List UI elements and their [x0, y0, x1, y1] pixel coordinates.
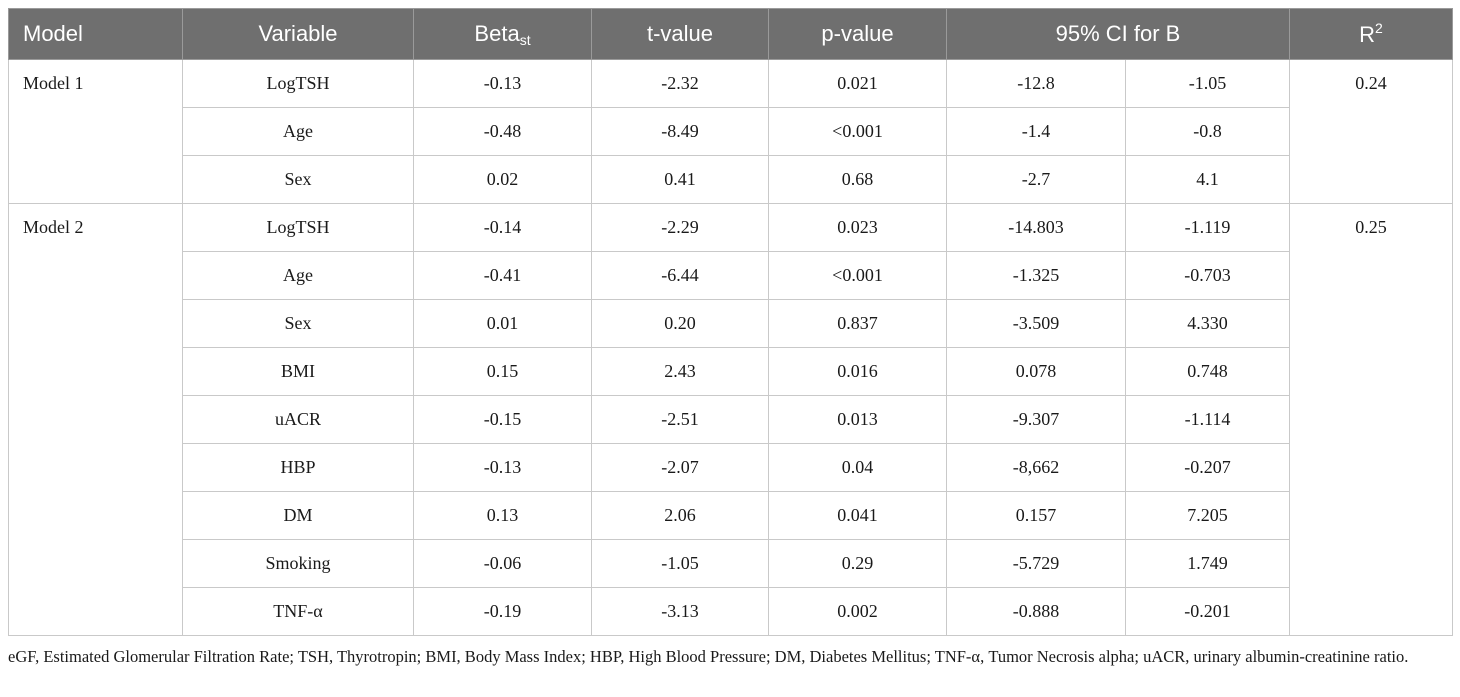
beta-cell: 0.15	[414, 348, 592, 396]
ci-low-cell: -3.509	[947, 300, 1126, 348]
header-r2-text: R	[1359, 22, 1376, 47]
header-row	[9, 9, 1453, 60]
beta-cell: -0.19	[414, 588, 592, 636]
variable-cell: TNF-α	[183, 588, 414, 636]
table-body	[9, 60, 1453, 636]
t-value-cell: -1.05	[592, 540, 769, 588]
p-value-cell: 0.021	[769, 60, 947, 108]
beta-cell: -0.48	[414, 108, 592, 156]
header-model: Model	[9, 9, 183, 60]
beta-cell: -0.41	[414, 252, 592, 300]
regression-table	[8, 8, 1453, 636]
beta-cell: -0.15	[414, 396, 592, 444]
header-ci: 95% CI for B	[947, 9, 1290, 60]
model-cell: Model 1	[9, 60, 183, 204]
table-figure	[8, 8, 1452, 668]
ci-low-cell: -14.803	[947, 204, 1126, 252]
ci-high-cell: -0.703	[1126, 252, 1290, 300]
beta-cell: 0.01	[414, 300, 592, 348]
p-value-cell: <0.001	[769, 108, 947, 156]
t-value-cell: 0.41	[592, 156, 769, 204]
p-value-cell: 0.002	[769, 588, 947, 636]
variable-cell: Sex	[183, 300, 414, 348]
variable-cell: BMI	[183, 348, 414, 396]
ci-high-cell: -1.119	[1126, 204, 1290, 252]
ci-low-cell: -8,662	[947, 444, 1126, 492]
table-row	[9, 540, 1453, 588]
p-value-cell: 0.68	[769, 156, 947, 204]
table-row	[9, 60, 1453, 108]
ci-low-cell: -12.8	[947, 60, 1126, 108]
table-row	[9, 396, 1453, 444]
ci-high-cell: -1.114	[1126, 396, 1290, 444]
ci-low-cell: -1.4	[947, 108, 1126, 156]
p-value-cell: 0.041	[769, 492, 947, 540]
t-value-cell: -2.51	[592, 396, 769, 444]
t-value-cell: -3.13	[592, 588, 769, 636]
ci-high-cell: -0.8	[1126, 108, 1290, 156]
header-r2-superscript: 2	[1375, 20, 1383, 36]
ci-high-cell: 0.748	[1126, 348, 1290, 396]
ci-low-cell: -0.888	[947, 588, 1126, 636]
table-row	[9, 300, 1453, 348]
table-row	[9, 492, 1453, 540]
variable-cell: uACR	[183, 396, 414, 444]
header-p-value: p-value	[769, 9, 947, 60]
table-row	[9, 108, 1453, 156]
table-footnote: eGF, Estimated Glomerular Filtration Rate; TSH, Thyrotropin; BMI, Body Mass Index; HBP, High Blood Pressure; DM, Diabetes Mellitus; TNF-α, Tumor Necrosis alpha; uACR, urinary albumin-creatinine ratio.	[8, 647, 1409, 666]
t-value-cell: -6.44	[592, 252, 769, 300]
ci-high-cell: 1.749	[1126, 540, 1290, 588]
beta-cell: 0.02	[414, 156, 592, 204]
t-value-cell: -2.29	[592, 204, 769, 252]
ci-low-cell: -1.325	[947, 252, 1126, 300]
table-row	[9, 348, 1453, 396]
ci-high-cell: 7.205	[1126, 492, 1290, 540]
variable-cell: Sex	[183, 156, 414, 204]
variable-cell: LogTSH	[183, 204, 414, 252]
variable-cell: Age	[183, 252, 414, 300]
t-value-cell: 2.06	[592, 492, 769, 540]
ci-high-cell: -1.05	[1126, 60, 1290, 108]
t-value-cell: 0.20	[592, 300, 769, 348]
p-value-cell: 0.016	[769, 348, 947, 396]
p-value-cell: 0.04	[769, 444, 947, 492]
p-value-cell: 0.023	[769, 204, 947, 252]
variable-cell: LogTSH	[183, 60, 414, 108]
header-t-value: t-value	[592, 9, 769, 60]
beta-cell: -0.06	[414, 540, 592, 588]
beta-cell: 0.13	[414, 492, 592, 540]
t-value-cell: 2.43	[592, 348, 769, 396]
header-beta	[414, 9, 592, 60]
variable-cell: DM	[183, 492, 414, 540]
p-value-cell: <0.001	[769, 252, 947, 300]
p-value-cell: 0.29	[769, 540, 947, 588]
model-cell: Model 2	[9, 204, 183, 636]
variable-cell: Smoking	[183, 540, 414, 588]
ci-low-cell: -2.7	[947, 156, 1126, 204]
r2-cell: 0.24	[1290, 60, 1453, 204]
header-variable: Variable	[183, 9, 414, 60]
ci-low-cell: -9.307	[947, 396, 1126, 444]
table-row	[9, 204, 1453, 252]
header-beta-text: Beta	[474, 20, 520, 46]
p-value-cell: 0.837	[769, 300, 947, 348]
t-value-cell: -8.49	[592, 108, 769, 156]
t-value-cell: -2.07	[592, 444, 769, 492]
ci-low-cell: -5.729	[947, 540, 1126, 588]
variable-cell: HBP	[183, 444, 414, 492]
beta-cell: -0.13	[414, 444, 592, 492]
p-value-cell: 0.013	[769, 396, 947, 444]
ci-high-cell: -0.201	[1126, 588, 1290, 636]
ci-low-cell: 0.157	[947, 492, 1126, 540]
beta-cell: -0.13	[414, 60, 592, 108]
variable-cell: Age	[183, 108, 414, 156]
table-row	[9, 588, 1453, 636]
header-r2	[1290, 9, 1453, 60]
t-value-cell: -2.32	[592, 60, 769, 108]
header-beta-subscript: st	[519, 31, 531, 48]
table-row	[9, 156, 1453, 204]
r2-cell: 0.25	[1290, 204, 1453, 636]
table-row	[9, 252, 1453, 300]
ci-high-cell: 4.1	[1126, 156, 1290, 204]
ci-high-cell: 4.330	[1126, 300, 1290, 348]
ci-high-cell: -0.207	[1126, 444, 1290, 492]
ci-low-cell: 0.078	[947, 348, 1126, 396]
table-row	[9, 444, 1453, 492]
beta-cell: -0.14	[414, 204, 592, 252]
